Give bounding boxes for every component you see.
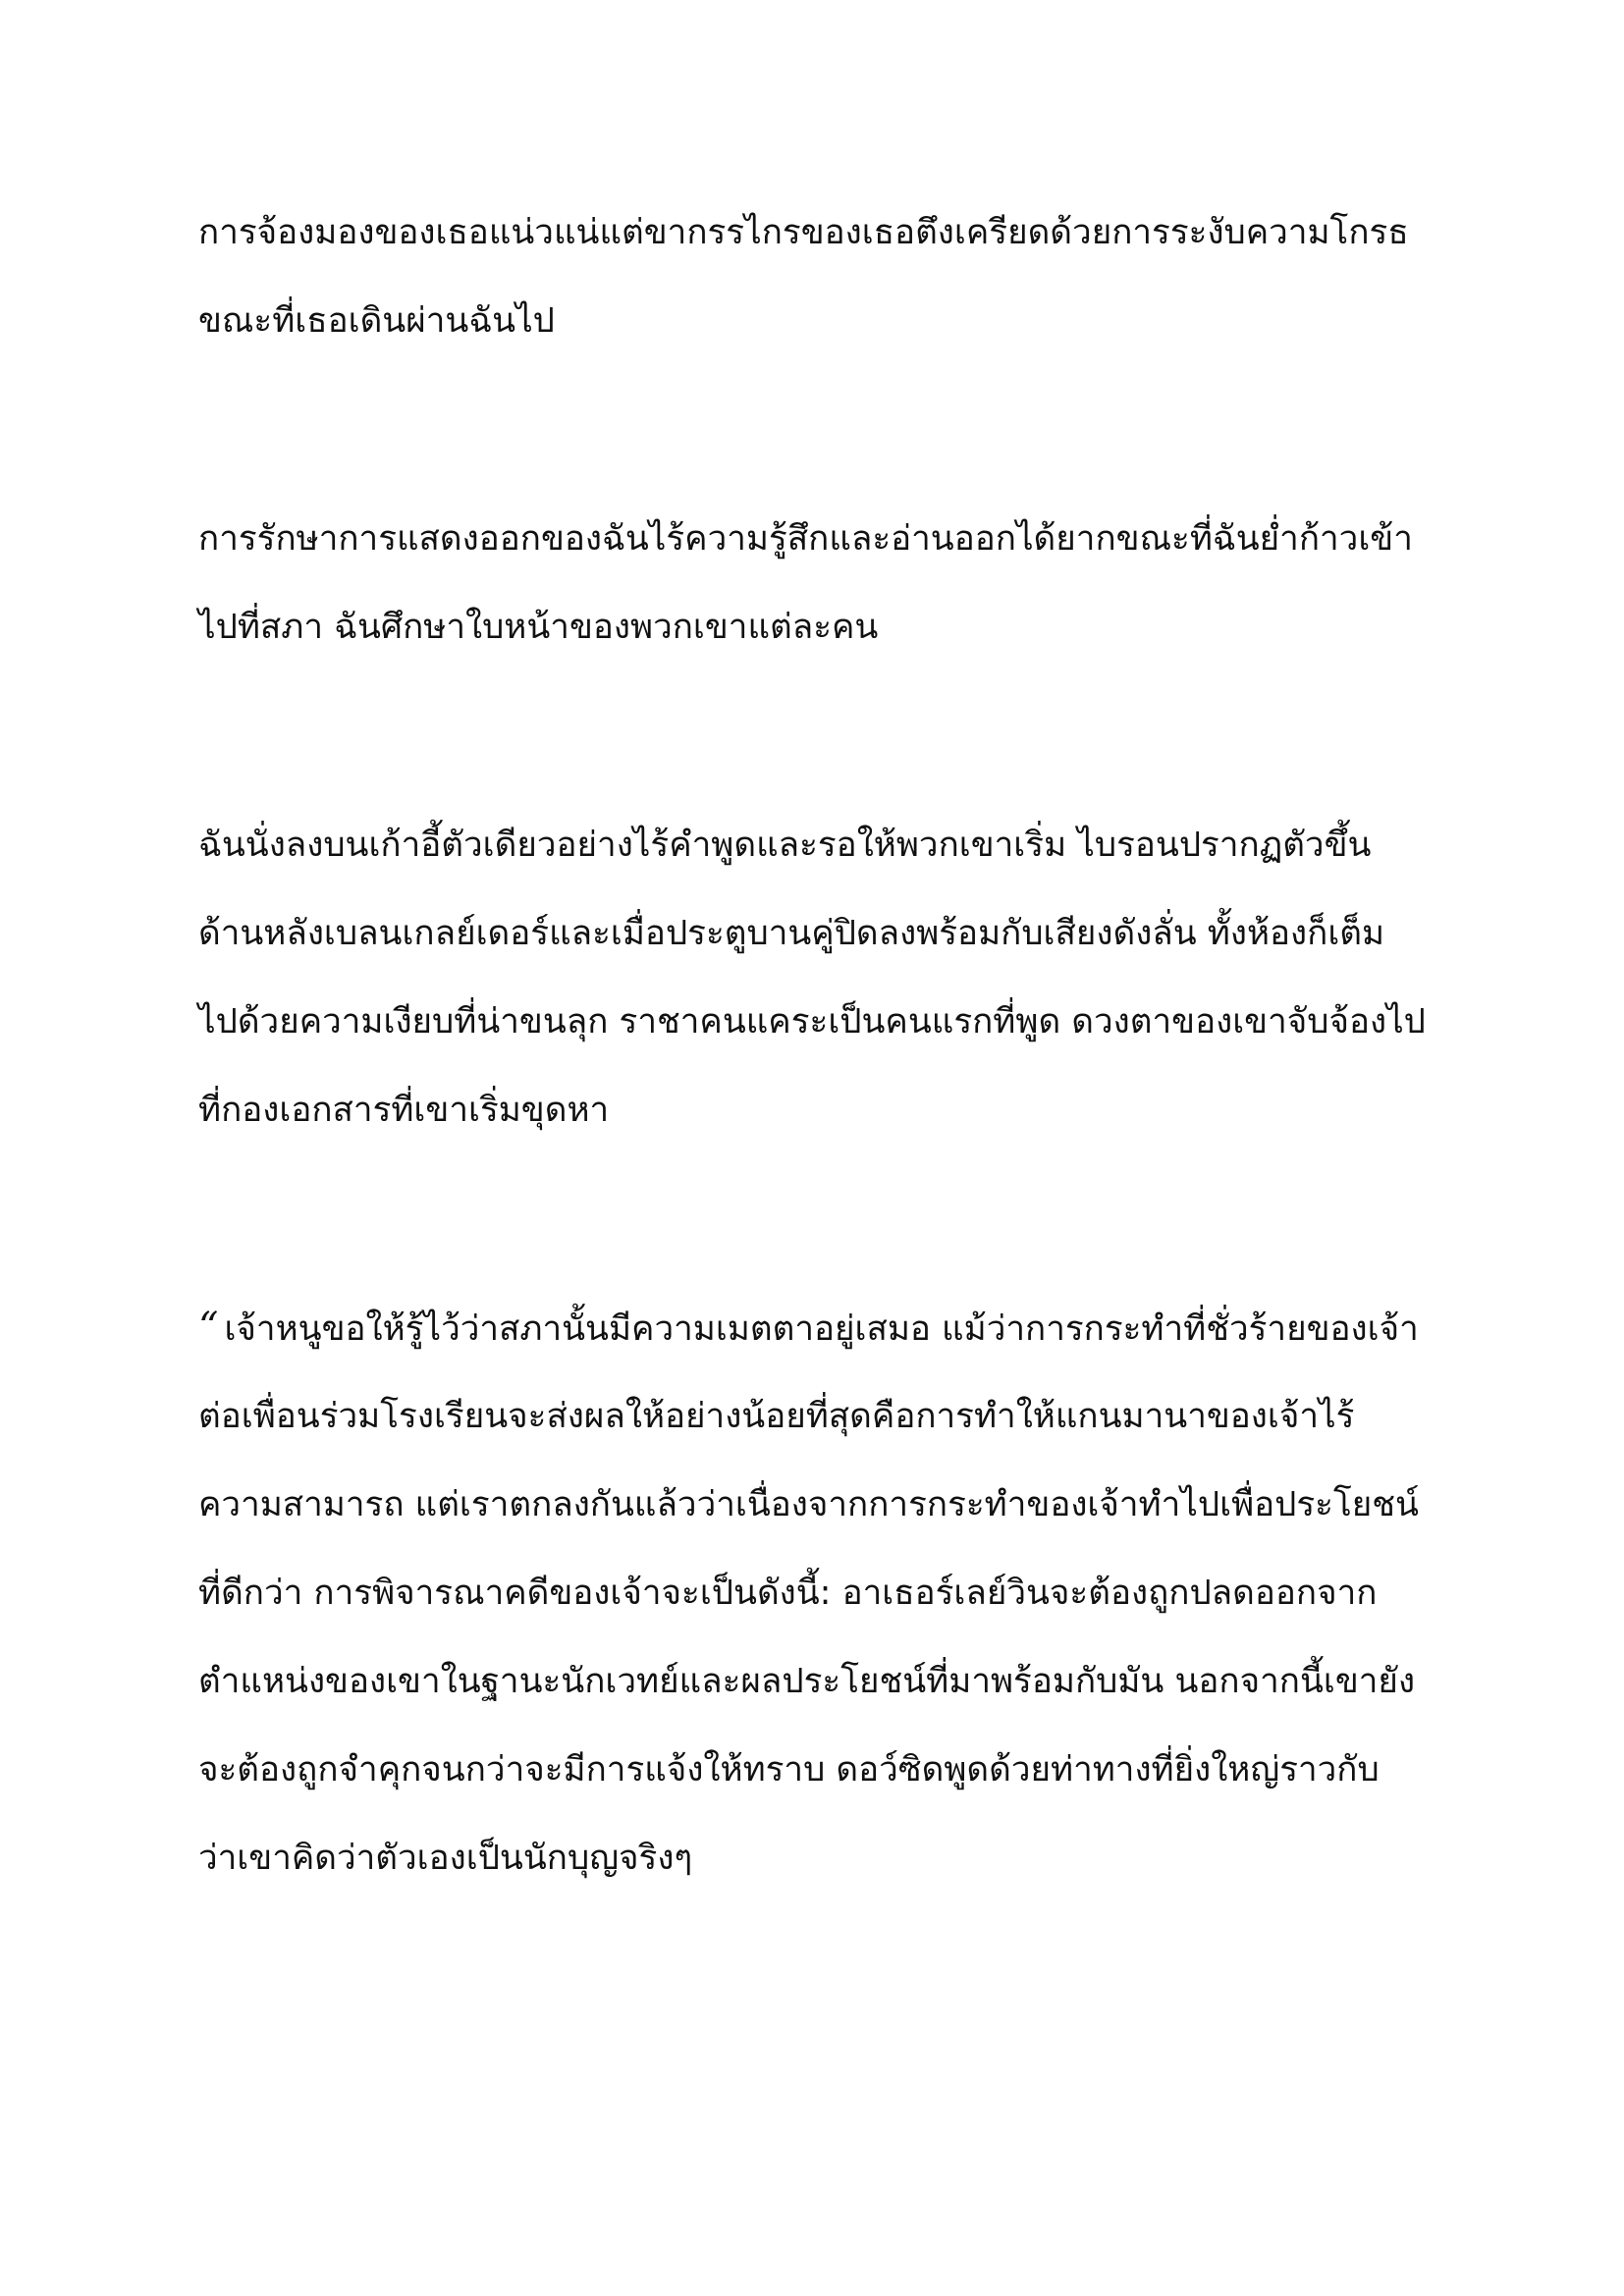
paragraph-3-line-1: ฉันนั่งลงบนเก้าอี้ตัวเดียวอย่างไร้คำพูดและรอให้พวกเขาเริ่ม ไบรอนปรากฏตัวขึ้น	[198, 826, 1372, 865]
paragraph-4-line-1-text: เจ้าหนูขอให้รู้ไว้ว่าสภานั้นมีความเมตตาอยู่เสมอ แม้ว่าการกระทำที่ชั่วร้ายของเจ้า	[224, 1309, 1419, 1349]
paragraph-4-line-3: ความสามารถ แต่เราตกลงกันแล้วว่าเนื่องจากการกระทำของเจ้าทำไปเพื่อประโยชน์	[198, 1485, 1419, 1524]
paragraph-4-line-1	[198, 1303, 1419, 1354]
paragraph-3-line-4: ที่กองเอกสารที่เขาเริ่มขุดหา	[198, 1091, 610, 1130]
paragraph-4-line-7: ว่าเขาคิดว่าตัวเองเป็นนักบุญจริงๆ	[198, 1839, 693, 1878]
paragraph-2-line-1: การรักษาการแสดงออกของฉันไร้ความรู้สึกและอ่านออกได้ยากขณะที่ฉันย่ำก้าวเข้า	[198, 519, 1413, 559]
paragraph-4-line-6: จะต้องถูกจำคุกจนกว่าจะมีการแจ้งให้ทราบ ดอว์ซิดพูดด้วยท่าทางที่ยิ่งใหญ่ราวกับ	[198, 1750, 1380, 1789]
quote-mark: “	[198, 1305, 219, 1350]
paragraph-4-line-4: ที่ดีกว่า การพิจารณาคดีของเจ้าจะเป็นดังนี้: อาเธอร์เลย์วินจะต้องถูกปลดออกจาก	[198, 1574, 1378, 1613]
paragraph-1-line-2: ขณะที่เธอเดินผ่านฉันไป	[198, 301, 555, 341]
paragraph-3-line-2: ด้านหลังเบลนเกลย์เดอร์และเมื่อประตูบานคู่ปิดลงพร้อมกับเสียงดังลั่น ทั้งห้องก็เต็ม	[198, 914, 1385, 953]
paragraph-4-line-5: ตำแหน่งของเขาในฐานะนักเวทย์และผลประโยชน์ที่มาพร้อมกับมัน นอกจากนี้เขายัง	[198, 1662, 1416, 1701]
paragraph-2-line-2: ไปที่สภา ฉันศึกษาใบหน้าของพวกเขาแต่ละคน	[198, 608, 879, 647]
paragraph-1-line-1: การจ้องมองของเธอแน่วแน่แต่ขากรรไกรของเธอตึงเครียดด้วยการระงับความโกรธ	[198, 213, 1409, 252]
paragraph-4-line-2: ต่อเพื่อนร่วมโรงเรียนจะส่งผลให้อย่างน้อยที่สุดคือการทำให้แกนมานาของเจ้าไร้	[198, 1397, 1355, 1436]
paragraph-3-line-3: ไปด้วยความเงียบที่น่าขนลุก ราชาคนแคระเป็นคนแรกที่พูด ดวงตาของเขาจับจ้องไป	[198, 1002, 1426, 1041]
